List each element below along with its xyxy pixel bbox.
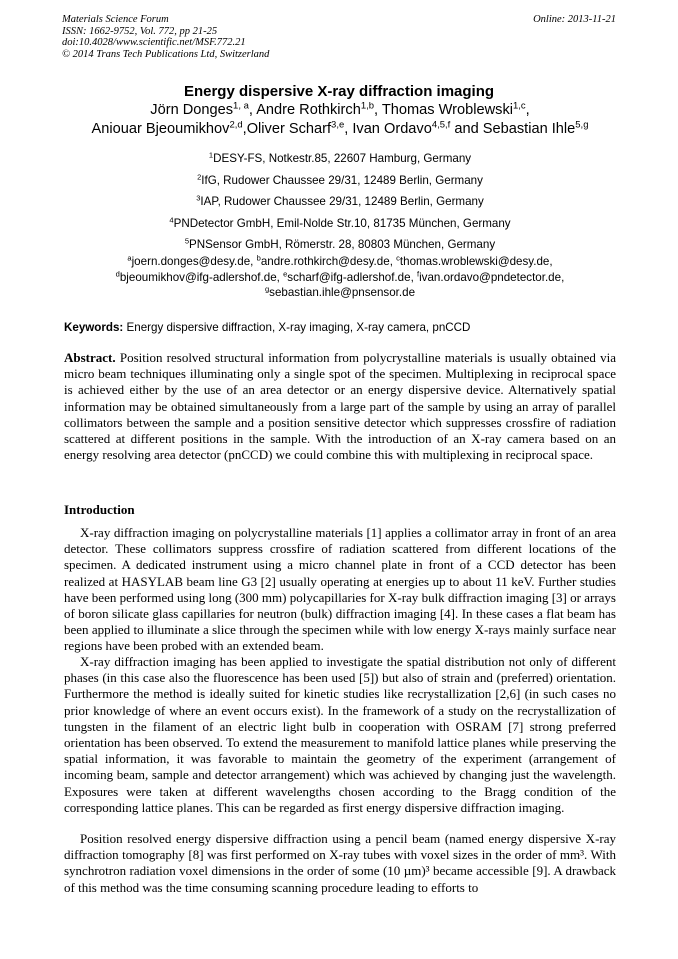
- author: Thomas Wroblewski$^{1,c}$: [381, 100, 526, 118]
- paragraph: X-ray diffraction imaging on polycrystalline materials [1] applies a collimator array in front of an area detector. These collimators suppress crossfire of radiation scattered from different locations of the specimen. A dedicated instrument using a micro channel plate in front of a CCD detector has been realized at HASYLAB beam line G3 [2] usually operating at energies up to about 11 keV. Further studies have been performed using long (300 mm) polycapillaries for X-ray bulk diffraction imaging [3] or arrays of boron silicate glass capillaries for neutron (bulk) diffraction imaging [4]. In these cases a flat beam has been applied to illuminate a slice through the specimen while with low energy X-rays mainly surface near regions have been probed with an extended beam.: [64, 525, 616, 654]
- email: $^d$bjeoumikhov@ifg-adlershof.de: [115, 268, 277, 284]
- paragraph: X-ray diffraction imaging has been applied to investigate the spatial distribution not only of different phases (in this case also the fluorescence has been used [5]) but also of strain and (preferred) orientation. Furthermore the method is ideally suited for kinetic studies like recrystallization [2,6] (in such cases no prior knowledge of where an event occurs exist). In the framework of a study on the recrystallization of tungsten in the filament of an electric light bulb in cooperation with OSRAM [7] strong preferred orientation has been observed. To extend the measurement to manifold lattice planes while preserving the spatial information, it was favorable to maintain the geometry of the experiment (arrangement of incoming beam, sample and detector arrangement) which was achieved by changing just the wavelength. Exposures were taken at different wavelengths chosen according to the Bragg condition of the corresponding lattice planes. This can be regarded as first energy dispersive diffraction imaging.: [64, 654, 616, 815]
- email: $^e$scharf@ifg-adlershof.de: [283, 268, 411, 284]
- email: $^c$thomas.wroblewski@desy.de: [396, 253, 550, 268]
- author: Ivan Ordavo$^{4,5,f}$: [352, 118, 451, 137]
- paper-title: Energy dispersive X-ray diffraction imaging: [183, 83, 495, 100]
- author: Aniouar Bjeoumikhov$^{2,d}$: [91, 118, 243, 137]
- abstract-label: Abstract.: [64, 350, 116, 365]
- email: $^f$ivan.ordavo@pndetector.de: [417, 268, 562, 284]
- email: $^a$joern.donges@desy.de: [127, 253, 251, 268]
- journal-issn: ISSN: 1662-9752, Vol. 772, pp 21-25: [62, 25, 218, 37]
- affiliations: [40, 148, 640, 256]
- keywords: [64, 321, 470, 334]
- online-date: Online: 2013-11-21: [533, 14, 616, 25]
- author: Sebastian Ihle$^{5,g}$: [482, 118, 589, 137]
- email: $^g$sebastian.ihle@pnsensor.de: [264, 284, 416, 299]
- author: Oliver Scharf$^{3,e}$: [246, 118, 345, 137]
- paragraph: Position resolved energy dispersive diffraction using a pencil beam (named energy dispersive X-ray diffraction tomography [8] was first performed on X-ray tubes with voxel sizes in the order of mm³. With synchrotron radiation voxel dimensions in the order of some (10 µm)³ became accessible [9]. A drawback of this method was the time consuming scanning procedure leading to efforts to: [64, 831, 616, 895]
- affiliation: $^1$DESY-FS, Notkestr.85, 22607 Hamburg, Germany: [208, 150, 472, 165]
- abstract: [64, 350, 616, 463]
- affiliation: $^3$IAP, Rudower Chaussee 29/31, 12489 Berlin, Germany: [196, 193, 484, 209]
- affiliation: $^5$PNSensor GmbH, Römerstr. 28, 80803 München, Germany: [184, 236, 496, 252]
- section-heading: Introduction: [64, 502, 135, 517]
- keywords-label: Keywords:: [64, 321, 124, 334]
- author-list: Jörn Donges$^{1, a}$, Andre Rothkirch$^{1,b}$, Thomas Wroblewski$^{1,c}$, Aniouar Bjeoumikhov$^{2,d}$,Oliver Scharf$^{3,e}$, Ivan Ordavo$^{4,5,f}$ and Sebastian Ihle$^{5,g}$: [91, 100, 589, 137]
- keywords-text: Energy dispersive diffraction, X-ray imaging, X-ray camera, pnCCD: [126, 321, 471, 334]
- journal-header: [62, 14, 616, 60]
- journal-doi: doi:10.4028/www.scientific.net/MSF.772.21: [62, 37, 246, 48]
- abstract-text: Position resolved structural information from polycrystalline materials is usually obtained via micro beam techniques illuminating only a single spot of the specimen. Multiplexing in reciprocal space is achieved either by the use of an area detector or an energy dispersive device. Alternatively spatial information may be obtained simultaneously from a large part of the sample by using an array of parallel collimators between the sample and a position sensitive detector which suppresses crossfire of radiation scattered at different positions in the sample. With the introduction of an X-ray camera based on an energy resolving area detector (pnCCD) we could combine this with multiplexing in reciprocal space.: [64, 350, 616, 463]
- email: $^b$andre.rothkirch@desy.de: [256, 253, 390, 268]
- journal-name: Materials Science Forum: [62, 14, 169, 25]
- email-list: $^a$joern.donges@desy.de, $^b$andre.rothkirch@desy.de, $^c$thomas.wroblewski@desy.de, $^d$bjeoumikhov@ifg-adlershof.de, $^e$scharf@ifg-adlershof.de, $^f$ivan.ordavo@pndetector.de, $^g$sebastian.ihle@pnsensor.de: [115, 253, 565, 299]
- author: Andre Rothkirch$^{1,b}$: [256, 100, 375, 118]
- affiliation: $^2$IfG, Rudower Chaussee 29/31, 12489 Berlin, Germany: [197, 172, 483, 187]
- author: Jörn Donges$^{1, a}$: [150, 100, 249, 118]
- affiliation: $^4$PNDetector GmbH, Emil-Nolde Str.10, 81735 München, Germany: [169, 215, 511, 230]
- journal-copyright: © 2014 Trans Tech Publications Ltd, Switzerland: [62, 48, 270, 60]
